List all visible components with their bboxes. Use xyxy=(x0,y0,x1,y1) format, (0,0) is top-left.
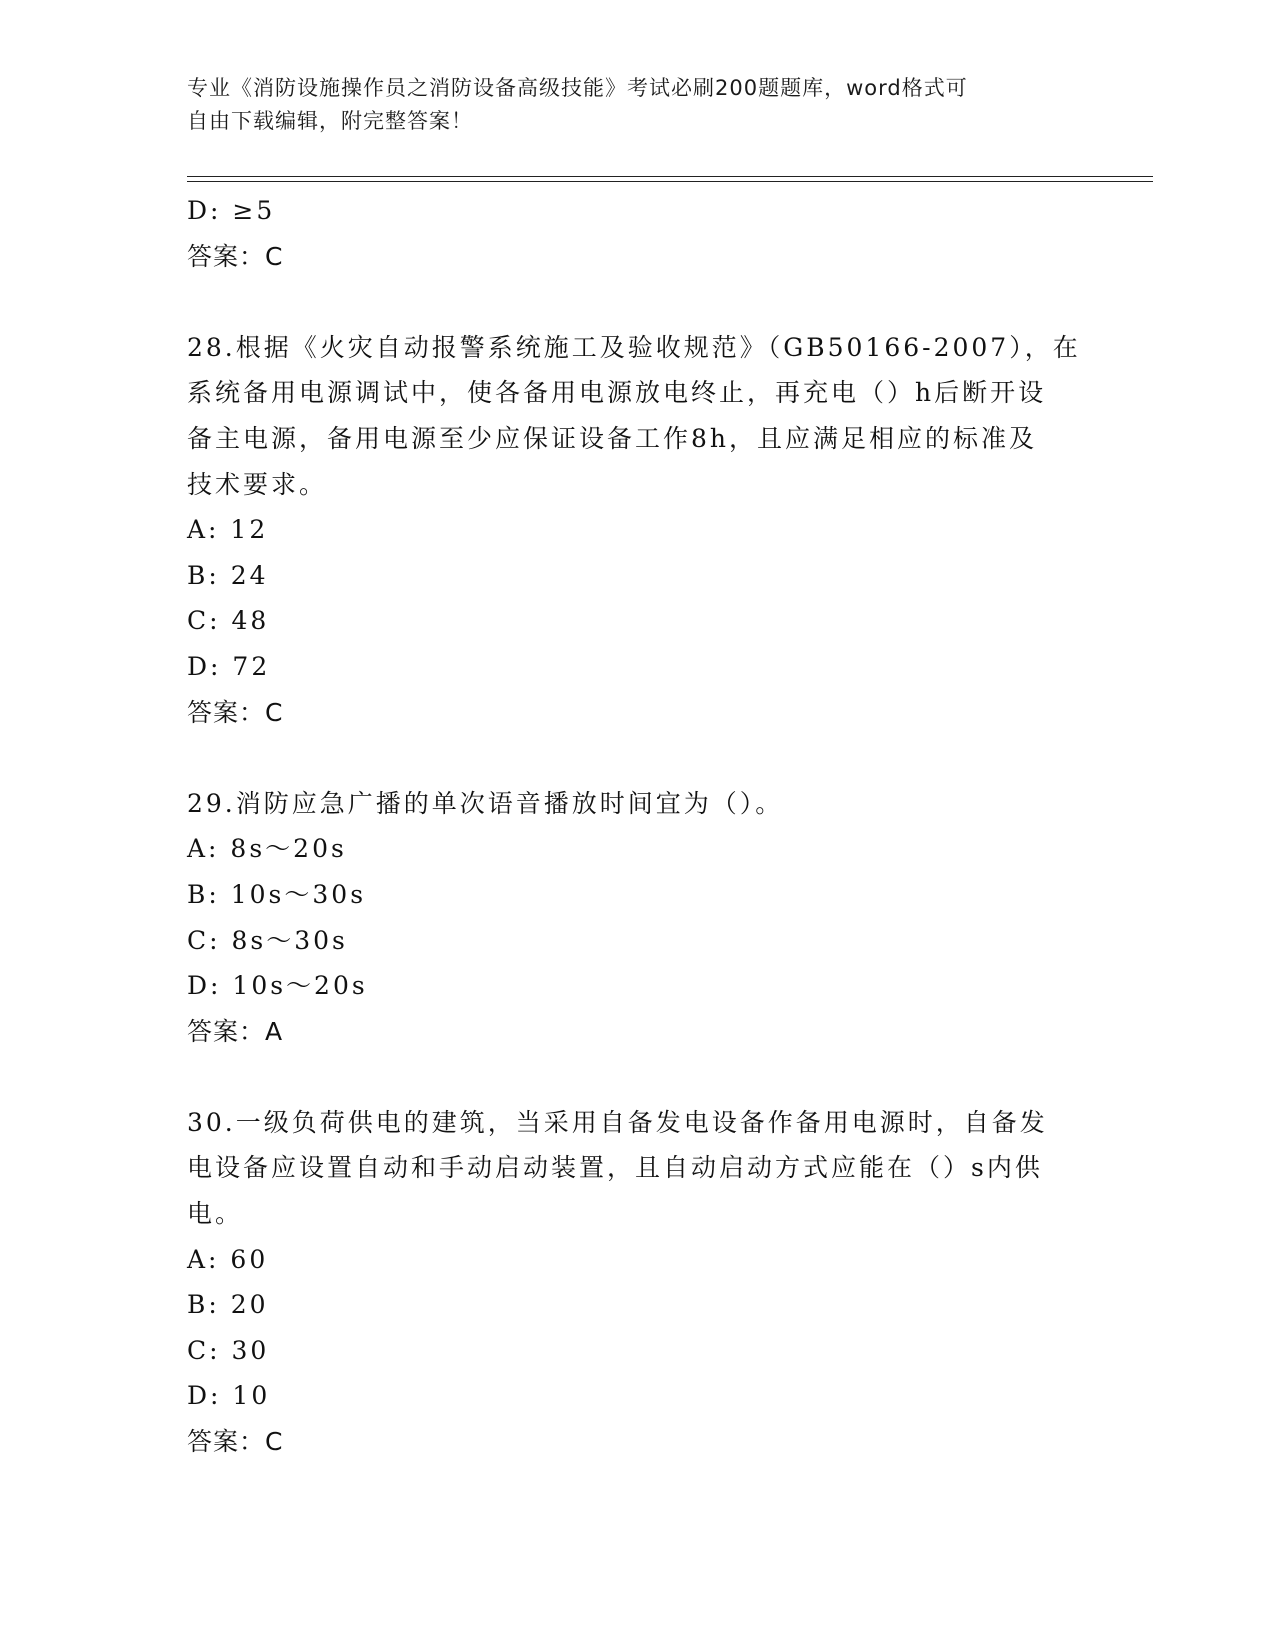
question-stem-line: 电设备应设置自动和手动启动装置，且自动启动方式应能在（）s内供 xyxy=(187,1153,1043,1183)
option-a: A: 8s～20s xyxy=(187,834,347,864)
option-d: D: ≥5 xyxy=(187,196,276,225)
question-list xyxy=(187,188,1087,1465)
question-stem-line: 30.一级负荷供电的建筑，当采用自备发电设备作备用电源时，自备发 xyxy=(187,1107,1048,1137)
question-30 xyxy=(187,1100,1087,1465)
answer-line: 答案：C xyxy=(187,241,284,271)
header-divider-top xyxy=(187,176,1153,177)
option-d: D: 10s～20s xyxy=(187,971,368,1001)
question-stem-line: 28.根据《火灾自动报警系统施工及验收规范》（GB50166-2007），在 xyxy=(187,332,1081,362)
spacer xyxy=(187,279,1087,325)
question-stem-line: 29.消防应急广播的单次语音播放时间宜为（）。 xyxy=(187,788,784,818)
header-divider-bottom xyxy=(187,181,1153,182)
option-a: A: 60 xyxy=(187,1244,269,1274)
option-d: D: 10 xyxy=(187,1381,271,1411)
answer-line: 答案：A xyxy=(187,1016,284,1046)
question-29 xyxy=(187,781,1087,1055)
question-stem-line: 系统备用电源调试中，使各备用电源放电终止，再充电（）h后断开设 xyxy=(187,378,1047,408)
question-28 xyxy=(187,325,1087,735)
option-c: C: 48 xyxy=(187,606,270,636)
option-c: C: 8s～30s xyxy=(187,925,348,955)
answer-line: 答案：C xyxy=(187,697,284,727)
header-title-line-2: 自由下载编辑，附完整答案！ xyxy=(187,109,473,133)
option-d: D: 72 xyxy=(187,651,271,681)
question-stem-line: 技术要求。 xyxy=(187,469,328,499)
spacer xyxy=(187,1054,1087,1100)
spacer xyxy=(187,735,1087,781)
header-title-line-1: 专业《消防设施操作员之消防设备高级技能》考试必刷200题题库，word格式可 xyxy=(187,76,968,100)
previous-question-tail xyxy=(187,188,1087,279)
question-stem-line: 电。 xyxy=(187,1199,244,1229)
answer-line: 答案：C xyxy=(187,1427,284,1457)
option-b: B: 10s～30s xyxy=(187,879,367,909)
question-stem-line: 备主电源，备用电源至少应保证设备工作8h，且应满足相应的标准及 xyxy=(187,423,1038,453)
option-a: A: 12 xyxy=(187,515,269,545)
option-b: B: 24 xyxy=(187,560,269,590)
option-c: C: 30 xyxy=(187,1335,270,1365)
option-b: B: 20 xyxy=(187,1290,269,1320)
document-header xyxy=(187,72,1067,138)
